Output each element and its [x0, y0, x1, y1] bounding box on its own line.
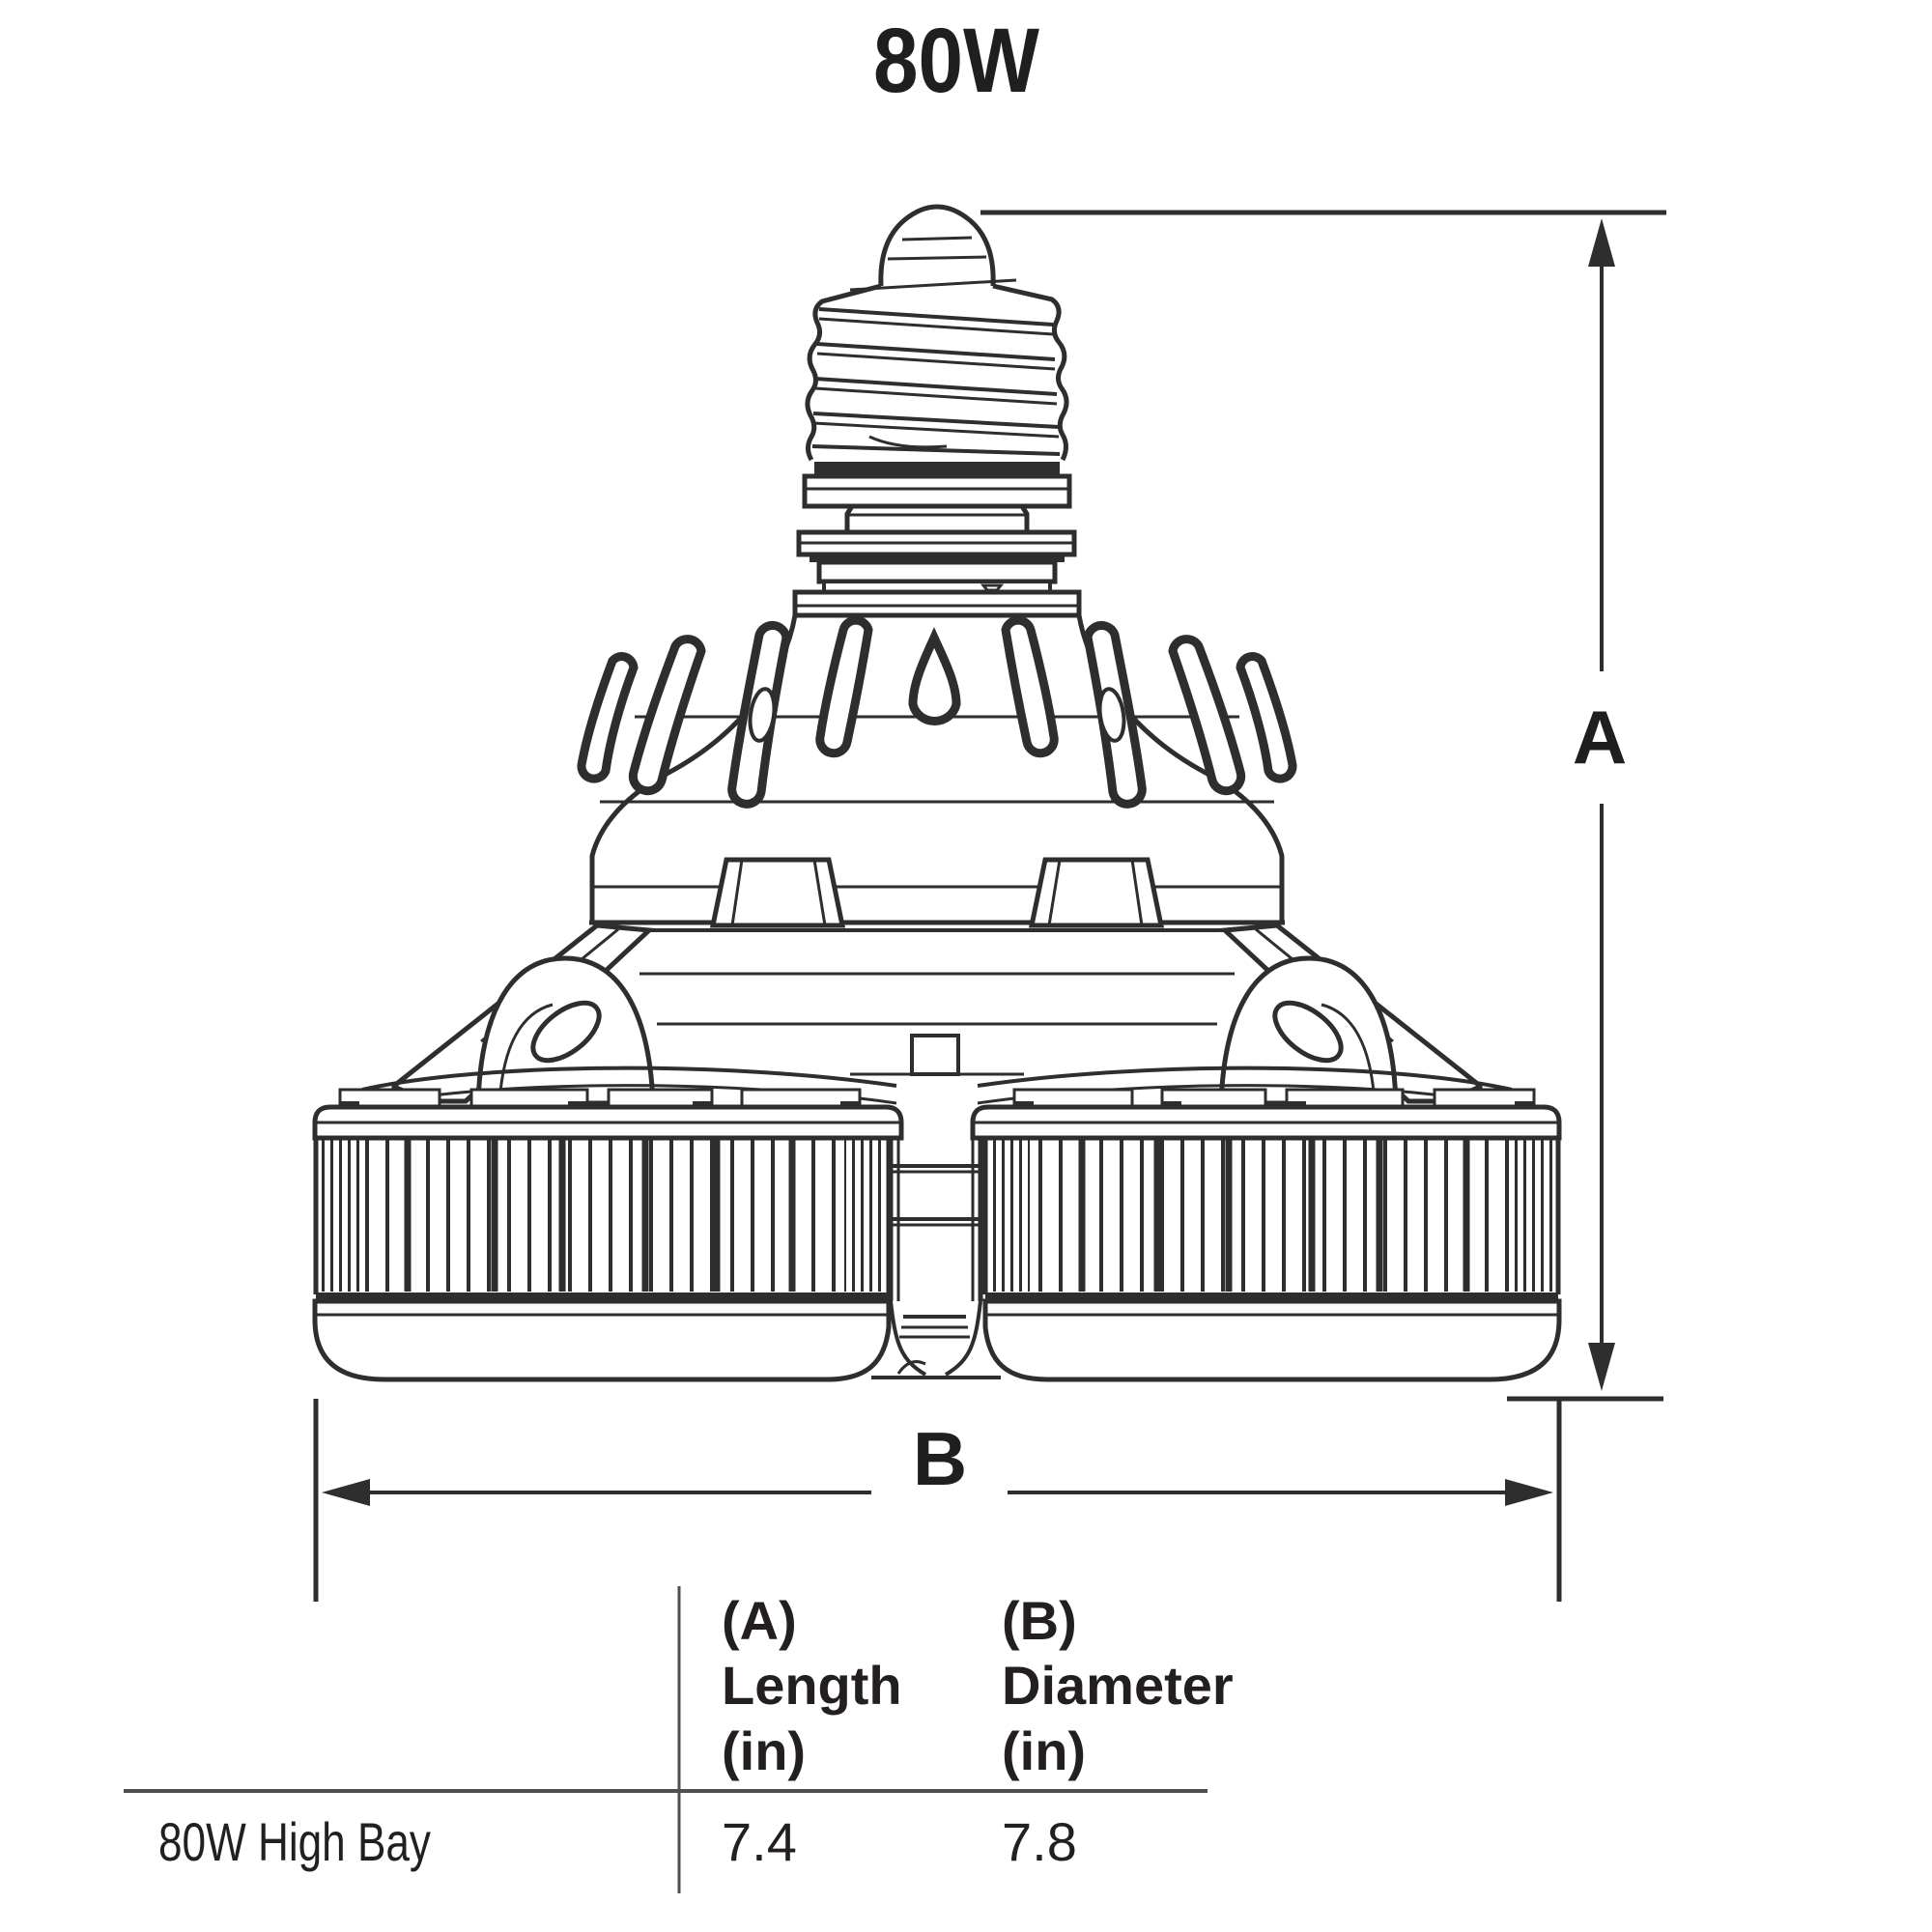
dimension-b [316, 1399, 1559, 1602]
row-diameter-value: 7.8 [1002, 1811, 1077, 1872]
mount-post-left [713, 860, 842, 925]
screw-base-tip [881, 207, 993, 286]
svg-text:(in): (in) [722, 1720, 807, 1781]
center-foot [871, 1301, 1001, 1378]
center-tab [912, 1036, 958, 1074]
dimension-arrow-right-icon [1505, 1479, 1553, 1506]
vent-slots [582, 620, 1293, 804]
heat-sink-drums [315, 1068, 1559, 1379]
pivot-bracket-left [478, 958, 653, 1103]
row-label: 80W High Bay [158, 1811, 431, 1872]
dimension-b-label: B [912, 1416, 968, 1501]
table-header-length [722, 1590, 902, 1781]
collar-stack [795, 476, 1079, 615]
page-title: 80W [873, 10, 1040, 112]
svg-text:Diameter: Diameter [1002, 1655, 1234, 1716]
table-header-diameter [1002, 1590, 1234, 1781]
vent-slots-left [582, 620, 868, 804]
heat-sink-drum-left [315, 1068, 901, 1379]
dimension-arrow-down-icon [1588, 1343, 1615, 1391]
spec-table [124, 1586, 1234, 1893]
svg-text:(A): (A) [722, 1590, 797, 1651]
dimension-arrow-up-icon [1588, 218, 1615, 267]
row-length-value: 7.4 [722, 1811, 797, 1872]
table-row [158, 1811, 1077, 1872]
vent-teardrop [913, 638, 956, 721]
svg-text:(B): (B) [1002, 1590, 1077, 1651]
dimension-a-label: A [1572, 695, 1628, 780]
screw-thread [808, 280, 1066, 476]
dimension-arrow-left-icon [322, 1479, 370, 1506]
svg-text:(in): (in) [1002, 1720, 1087, 1781]
lamp-drawing [315, 207, 1559, 1379]
svg-text:Length: Length [722, 1655, 902, 1716]
center-column [891, 1138, 980, 1301]
